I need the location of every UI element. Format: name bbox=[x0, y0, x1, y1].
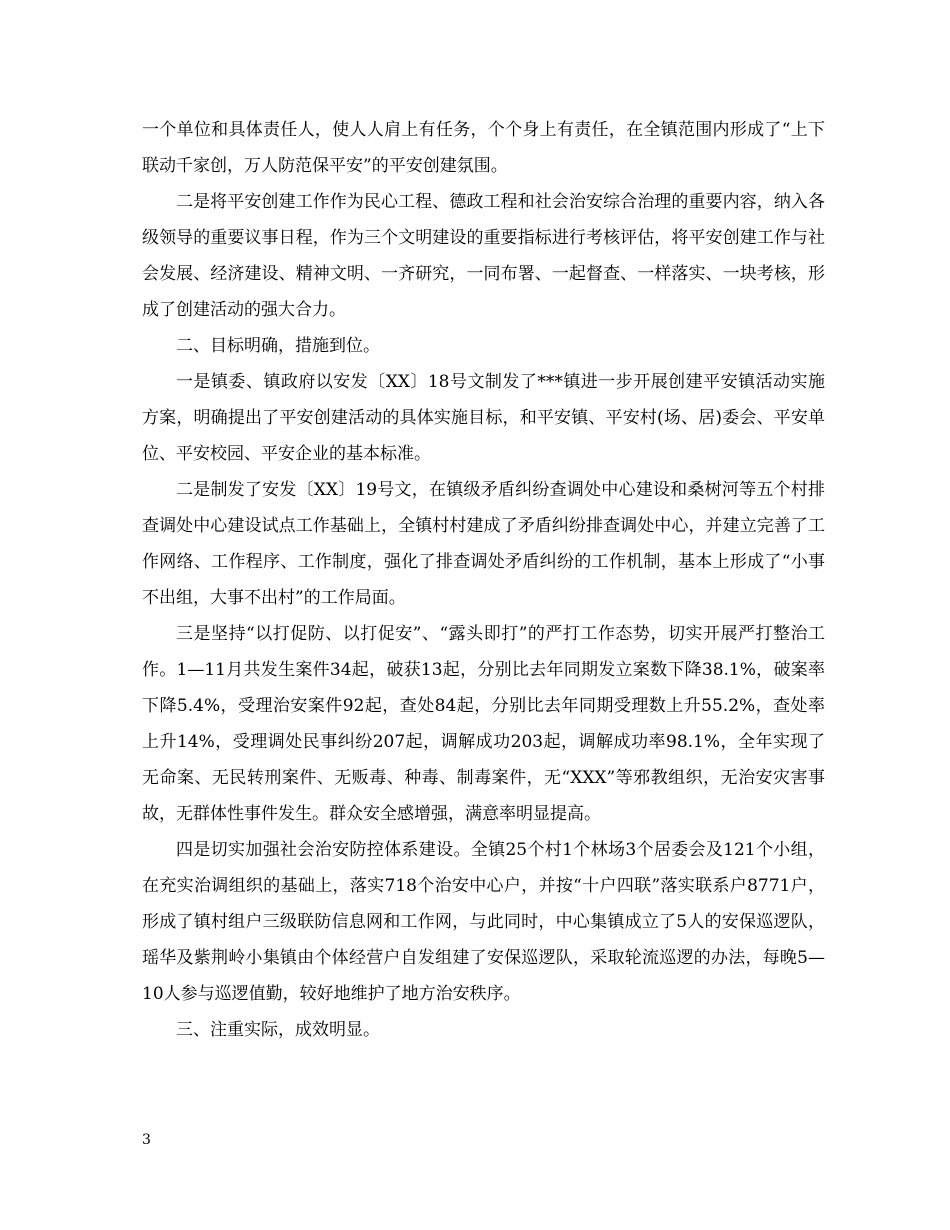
paragraph-7: 四是切实加强社会治安防控体系建设。全镇25个村1个林场3个居委会及121个小组，在充实治调组织的基础上，落实718个治安中心户，并按“十户四联”落实联系户8771户，形成了镇村组户三级联防信息网和工作网，与此同时，中心集镇成立了5人的安保巡逻队，瑶华及紫荆岭小集镇由个体经营户自发组建了安保巡逻队，采取轮流巡逻的办法，每晚5—10人参与巡逻值勤，较好地维护了地方治安秩序。 bbox=[142, 840, 825, 1004]
document-body bbox=[142, 112, 825, 1048]
paragraph-1: 一个单位和具体责任人，使人人肩上有任务，个个身上有责任，在全镇范围内形成了“上下联动千家创，万人防范保平安”的平安创建氛围。 bbox=[142, 120, 825, 176]
paragraph-5: 二是制发了安发〔XX〕19号文，在镇级矛盾纠纷查调处中心建设和桑树河等五个村排查调处中心建设试点工作基础上，全镇村村建成了矛盾纠纷排查调处中心，并建立完善了工作网络、工作程序、工作制度，强化了排查调处矛盾纠纷的工作机制，基本上形成了“小事不出组，大事不出村”的工作局面。 bbox=[142, 480, 825, 608]
page-number: 3 bbox=[142, 1132, 151, 1148]
paragraph-6: 三是坚持“以打促防、以打促安”、“露头即打”的严打工作态势，切实开展严打整治工作。1—11月共发生案件34起，破获13起，分别比去年同期发立案数下降38.1%，破案率下降5.4%，受理治安案件92起，查处84起，分别比去年同期受理数上升55.2%，查处率上升14%，受理调处民事纠纷207起，调解成功203起，调解成功率98.1%，全年实现了无命案、无民转刑案件、无贩毒、种毒、制毒案件，无“XXX”等邪教组织，无治安灾害事故，无群体性事件发生。群众安全感增强，满意率明显提高。 bbox=[142, 624, 825, 824]
paragraph-2: 二是将平安创建工作作为民心工程、德政工程和社会治安综合治理的重要内容，纳入各级领导的重要议事日程，作为三个文明建设的重要指标进行考核评估，将平安创建工作与社会发展、经济建设、精神文明、一齐研究，一同布署、一起督查、一样落实、一块考核，形成了创建活动的强大合力。 bbox=[142, 192, 825, 320]
section-heading-3: 三、注重实际，成效明显。 bbox=[176, 1020, 380, 1040]
section-heading-2: 二、目标明确，措施到位。 bbox=[176, 336, 380, 356]
paragraph-4: 一是镇委、镇政府以安发〔XX〕18号文制发了***镇进一步开展创建平安镇活动实施方案，明确提出了平安创建活动的具体实施目标，和平安镇、平安村(场、居)委会、平安单位、平安校园、平安企业的基本标准。 bbox=[142, 372, 825, 464]
